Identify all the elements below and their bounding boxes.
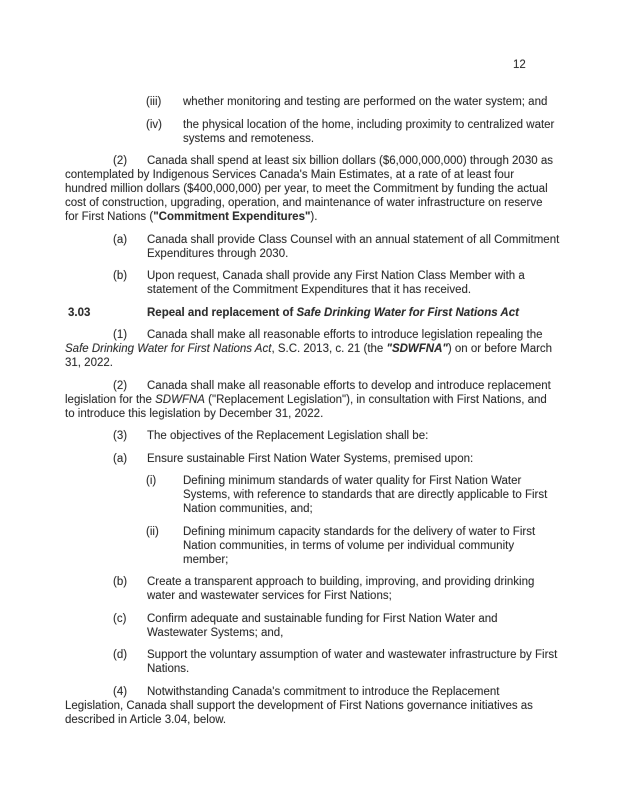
para-replacement-legislation: [65, 379, 565, 421]
clause-line: Nation communities, in terms of volume per individual community: [183, 539, 515, 552]
item-text: Confirm adequate and sustainable funding for First Nation Water and: [147, 612, 498, 625]
para-text: ("Replacement Legislation"), in consultation with First Nations, and: [204, 393, 547, 406]
clause-line: systems and remoteness.: [183, 132, 315, 145]
item-line: [65, 648, 565, 662]
clause-iii-monitoring: [65, 95, 565, 109]
item-text: Create a transparent approach to building, improving, and providing drinking: [147, 576, 535, 588]
clause-line: [65, 95, 565, 109]
item-line: [65, 575, 565, 589]
para-line: [65, 379, 565, 393]
clause-ii-capacity-standards: [65, 525, 565, 567]
para-objectives: [65, 429, 565, 443]
act-title: Safe Drinking Water for First Nations Act: [65, 343, 272, 355]
clause-marker: (iii): [146, 96, 162, 108]
clause-line: Nation communities, and;: [183, 503, 313, 515]
item-marker: (b): [113, 576, 128, 588]
para-line: [65, 685, 565, 699]
item-b-transparent-approach: [65, 575, 565, 603]
item-text: Support the voluntary assumption of water and wastewater infrastructure by First: [147, 649, 558, 661]
clause-line: [65, 474, 565, 488]
para-marker: (1): [113, 329, 128, 341]
clause-marker: (ii): [146, 525, 159, 538]
item-b-upon-request: [65, 269, 565, 297]
para-marker: (2): [113, 379, 128, 392]
para-spending-commitment: [65, 154, 565, 224]
item-line: [65, 269, 565, 283]
para-line: Legislation, Canada shall support the development of First Nations governance initiatives as: [65, 699, 533, 712]
para-marker: (3): [113, 430, 128, 442]
item-a-annual-statement: [65, 233, 565, 261]
para-line: 31, 2022.: [65, 357, 113, 369]
item-text: Canada shall provide Class Counsel with an annual statement of all Commitment: [147, 233, 560, 246]
clause-i-quality-standards: [65, 474, 565, 516]
para-line: [65, 429, 565, 443]
para-text: Canada shall make all reasonable efforts to introduce legislation repealing the: [147, 329, 543, 341]
para-text: legislation for the: [65, 393, 156, 406]
item-c-funding: [65, 612, 565, 640]
item-line: water and wastewater services for First Nations;: [147, 590, 392, 602]
para-text: , S.C. 2013, c. 21 (the: [271, 343, 387, 355]
para-text: Canada shall make all reasonable efforts to develop and introduce replacement: [147, 379, 551, 392]
item-a-sustainable-systems: [65, 452, 565, 466]
para-line: [65, 342, 565, 356]
item-marker: (a): [113, 233, 128, 246]
heading-line: [65, 306, 565, 320]
para-marker: (2): [113, 155, 128, 167]
clause-marker: (i): [146, 475, 157, 487]
clause-iv-location: [65, 118, 565, 146]
para-line: hundred million dollars ($400,000,000) per year, to meet the Commitment by funding the actual: [65, 183, 548, 195]
para-governance-initiatives: [65, 685, 565, 727]
item-line: Expenditures through 2030.: [147, 247, 289, 260]
para-line: described in Article 3.04, below.: [65, 713, 227, 726]
section-heading-3-03: [65, 306, 565, 320]
document-content: [65, 95, 565, 735]
item-line: Wastewater Systems; and,: [147, 626, 284, 639]
para-text: Notwithstanding Canada's commitment to introduce the Replacement: [147, 685, 500, 698]
clause-text: whether monitoring and testing are performed on the water system; and: [183, 96, 548, 108]
act-abbreviation: SDWFNA: [155, 393, 205, 406]
item-line: Nations.: [147, 663, 190, 675]
heading-text: Repeal and replacement of: [147, 306, 297, 319]
page-number: 12: [513, 59, 526, 71]
item-text: Upon request, Canada shall provide any First Nation Class Member with a: [147, 270, 525, 282]
para-text: The objectives of the Replacement Legislation shall be:: [147, 430, 429, 442]
clause-line: member;: [183, 553, 229, 566]
para-text: Canada shall spend at least six billion dollars ($6,000,000,000) through 2030 as: [147, 155, 553, 167]
defined-term-commitment-expenditures: "Commitment Expenditures": [153, 211, 311, 223]
clause-text: Defining minimum capacity standards for the delivery of water to First: [183, 525, 536, 538]
item-marker: (d): [113, 649, 128, 661]
para-line: [65, 210, 565, 224]
clause-line: [65, 118, 565, 132]
para-text: ) on or before March: [447, 343, 553, 355]
item-marker: (b): [113, 270, 128, 282]
item-line: statement of the Commitment Expenditures that it has received.: [147, 284, 472, 296]
section-number: 3.03: [68, 306, 91, 319]
item-marker: (a): [113, 452, 128, 465]
para-marker: (4): [113, 685, 128, 698]
para-line: [65, 328, 565, 342]
item-line: [65, 452, 565, 466]
item-marker: (c): [113, 612, 127, 625]
item-text: Ensure sustainable First Nation Water Systems, premised upon:: [147, 452, 474, 465]
para-line: [65, 393, 565, 407]
clause-text: the physical location of the home, including proximity to centralized water: [183, 118, 555, 131]
item-line: [65, 233, 565, 247]
para-line: [65, 154, 565, 168]
para-line: contemplated by Indigenous Services Canada's Main Estimates, at a rate of at least four: [65, 169, 515, 181]
para-text: ).: [310, 211, 318, 223]
defined-term-sdwfna: "SDWFNA": [386, 343, 448, 355]
para-text: for First Nations (: [65, 211, 154, 223]
heading-act-title: Safe Drinking Water for First Nations Act: [296, 306, 519, 319]
item-line: [65, 612, 565, 626]
para-repeal-legislation: [65, 328, 565, 370]
item-d-voluntary-assumption: [65, 648, 565, 676]
clause-marker: (iv): [146, 118, 162, 131]
clause-line: [65, 525, 565, 539]
clause-line: Systems, with reference to standards that are directly applicable to First: [183, 489, 548, 501]
clause-text: Defining minimum standards of water quality for First Nation Water: [183, 475, 522, 487]
para-line: cost of construction, upgrading, operation, and maintenance of water infrastructure on reserve: [65, 197, 543, 209]
para-line: to introduce this legislation by December 31, 2022.: [65, 407, 324, 420]
